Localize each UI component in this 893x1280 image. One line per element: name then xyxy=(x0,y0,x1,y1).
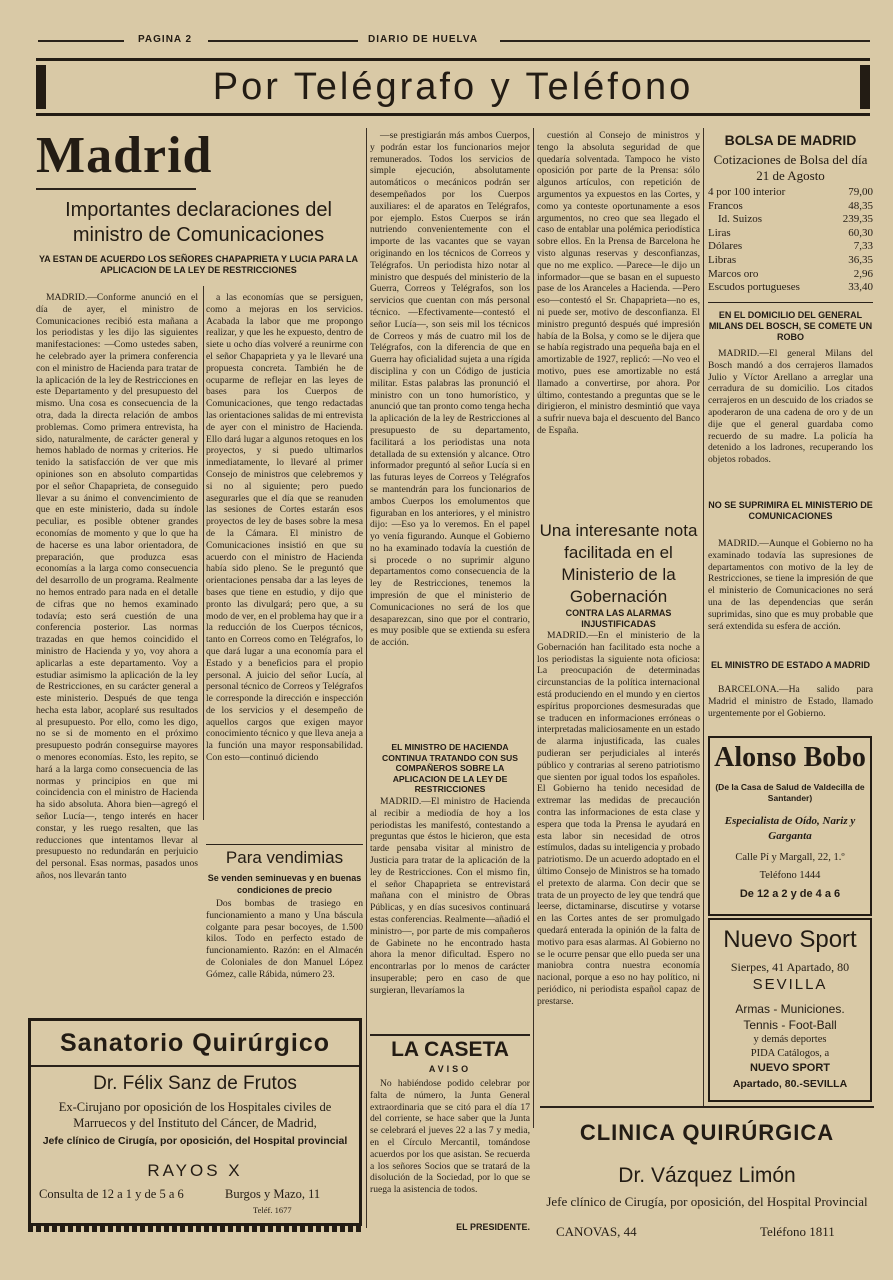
clinica-doctor: Dr. Vázquez Limón xyxy=(618,1164,796,1187)
sanatorio-line2: Jefe clínico de Cirugía, por oposición, del Hospital provincial xyxy=(42,1135,348,1147)
hacienda-text: MADRID.—El ministro de Hacienda al recibir a mediodía de hoy a los periodistas les manifestó, contestando a preguntas que éstos le hicieron, que esta tarde pensaba visitar al ministro de Justicia para tratar de la aplicación de la ley de Restricciones. Con el mismo fin, el señor Chapaprieta se entrevistará mañana con el ministro de Obras Públicas, y en días sucesivos continuará estas conferencias. Realmente—añadió el ministro—, por parte de mis compañeros de Gabinete no he encontrado hasta ahora la menor dificultad. Espero no encontrarlas por lo menos de carácter insuperable; pero en caso de que surgieran, llevaríamos la xyxy=(370,796,530,996)
alonso-line1: (De la Casa de Salud de Valdecilla de Santander) xyxy=(715,782,865,803)
nuevo-line1: Armas - Municiones. xyxy=(735,1002,845,1016)
bolsa-title: BOLSA DE MADRID xyxy=(724,132,857,148)
header-rule-mid xyxy=(208,40,358,42)
clinica-phone: Teléfono 1811 xyxy=(760,1224,835,1239)
banner-cap-left xyxy=(36,65,46,109)
vendimias-subtitle: Se venden seminuevas y en buenas condiciones de precio xyxy=(207,873,362,895)
caseta-subtitle: AVISO xyxy=(428,1064,472,1074)
suprimira-subhead: NO SE SUPRIMIRA EL MINISTERIO DE COMUNICACIONES xyxy=(708,500,873,521)
nuevo-line3: y demás deportes xyxy=(753,1034,827,1045)
nuevo-line2: Tennis - Foot-Ball xyxy=(743,1018,837,1032)
clinica-line1: Jefe clínico de Cirugía, por oposición, del Hospital Provincial xyxy=(546,1194,868,1209)
nuevo-sport-ad xyxy=(708,918,872,1102)
vendimias-text: Dos bombas de trasiego en funcionamiento a mano y Una báscula colgante para pesar bocoyes, de 1.500 kilos. Todo en perfecto estado de funcionamiento. Razón: en el Almacén de Coloniales de don Manuel López Gómez, calle Rábida, número 23. xyxy=(206,898,363,980)
bolsa-row: Marcos oro 2,96 xyxy=(708,267,873,280)
alonso-phone: Teléfono 1444 xyxy=(759,870,821,881)
bolsa-row: Id. Suizos 239,35 xyxy=(718,213,873,226)
madrid-col-4: cuestión al Consejo de ministros y tengo la absoluta seguridad de que quedaría solventada. Tampoco he visto oposición por parte de la Prensa: sólo algunos artículos, con repetición de argumentos ya expuestos en las Cortes, y como ya conteste oportunamente a esos argumentos, no creo que sea llegado el caso de entablar una polémica periodística sobre ellos. En la Prensa de Barcelona he visto algunas reservas y desconfianzas, que no me explico. —Parece—le dijo un informador—que se basan en el supuesto pase de los Aranceles a Hacienda. —Pero eso—contestó el Sr. Chapaprieta—no es, ni puede ser, motivo de desconfianza. El ministro preguntó después qué impresión había de la Bolsa, y como se le dijera que se había registrado una pequeña baja en el amortizable de 1927, replicó: —No veo el motivo, pues ese amortizable no está llamado a convertirse, por ahora. Por último, contestando a preguntas que se le dirigieron, el ministro desmintió que vaya a sufrir nueva baja el descuento del Banco de España. xyxy=(537,130,700,436)
suprimira-text: MADRID.—Aunque el Gobierno no ha examinado todavía las supresiones de departamentos con motivo de la ley de Restricciones, se tiene la impresión de que el ministerio de Comunicaciones no será una de las dependencias que serán suprimidas, sino que es muy probable que será extendida su esfera de acción. xyxy=(708,538,873,632)
sanatorio-rayos: RAYOS X xyxy=(147,1161,243,1180)
caseta-title: LA CASETA xyxy=(391,1038,509,1061)
milans-text: MADRID.—El general Milans del Bosch mandó a dos cerrajeros llamados Julio y Víctor Arellano a arreglar una cerradura de su domicilio. Los citados cerrajeros en un descuido de los criados se apoderaron de una cadena de oro y de un dije que el general guardaba como recuerdo de su madre. La policía ha detenido a los ladrones, recuperando los objetos robados. xyxy=(708,348,873,466)
sanatorio-ad xyxy=(28,1018,362,1226)
gobernacion-title: Una interesante nota facilitada en el Ministerio de la Gobernación xyxy=(539,521,698,606)
estado-subhead: EL MINISTRO DE ESTADO A MADRID xyxy=(710,660,870,670)
bolsa-subtitle: Cotizaciones de Bolsa del día 21 de Agosto xyxy=(713,152,868,183)
caseta-rule xyxy=(370,1034,530,1036)
sanatorio-address: Burgos y Mazo, 11 xyxy=(225,1187,321,1201)
madrid-col-3: —se prestigiarán más ambos Cuerpos, y podrán estar los funcionarios mejor remunerados. Todos los servicios de simple ejecución, absolutamente automáticos o mecánicos podrán ser desempeñados por los Cuerpos auxiliares: el de aparatos en Telégrafos, por ejemplo. Estos Cuerpos se irán nutriendo convenientemente con el importe de las vacantes que se vayan originando en los técnicos de Correos y Telégrafos. Un periodista hizo notar al ministro que después del ministerio de la Guerra, Correos y Telégrafos, son los servicios que cuentan con más personal técnico. —Efectivamente—contestó el señor Lucía—, son seis mil los técnicos de Correos y más de cuatro mil los de Telégrafos, con la diferencia de que en Guerra hay oficialidad sujeta a una rígida disciplina y con un Código de justicia militar. Estas palabras las pronunció el ministro con un tono humorístico, y anunció que tan pronto como tenga hecha la aplicación de la ley de Restricciones al presupuesto de su departamento, facilitará a los periodistas una nota detallada de su extensión y alcance. Otro informador preguntó al señor Lucía si en las futuras leyes de Correos y Telégrafos se mantendrán para los funcionarios de ambos Cuerpos los emolumentos que figuraban en los anteriores, y el ministro dijo: —Eso ya lo veremos. En el papel yo venía figurando. Aunque el Gobierno no ha examinado todavía la cuestión de si procede o no suprimir alguno departamentos como consecuencia de la ley de Restricciones, tenemos la impresión de que el ministerio de Comunicaciones no será de los que desaparezcan, sino que por el contrario, es muy posible que se extienda su esfera de acción. xyxy=(370,130,530,649)
bolsa-row: 4 por 100 interior 79,00 xyxy=(708,186,873,198)
clinica-title: CLINICA QUIRÚRGICA xyxy=(579,1120,835,1145)
nuevo-line4: PIDA Catálogos, a xyxy=(750,1048,830,1059)
nuevo-address: Sierpes, 41 Apartado, 80 xyxy=(730,960,850,974)
milans-subhead: EN EL DOMICILIO DEL GENERAL MILANS DEL BOSCH, SE COMETE UN ROBO xyxy=(708,310,873,342)
nuevo-line5: NUEVO SPORT xyxy=(749,1062,831,1074)
bolsa-row: Dólares 7,33 xyxy=(708,240,873,253)
newspaper-name: DIARIO DE HUELVA xyxy=(368,34,479,45)
madrid-title-rule xyxy=(36,188,196,190)
main-subhead: YA ESTAN DE ACUERDO LOS SEÑORES CHAPAPRIETA Y LUCIA PARA LA APLICACION DE LA LEY DE RESTRICCIONES xyxy=(38,254,359,275)
gobernacion-text: MADRID.—En el ministerio de la Gobernación han facilitado esta noche a los periodistas la siguiente nota oficiosa: La preocupación de determinadas circunstancias de la política internacional está produciendo en el mundo y en ciertos espíritus proporciones desmesuradas que se traducen en informaciones erróneas o interpretadas maliciosamente en un estado de alarma injustificada, las cuales pudieran ser perjudiciales al interés público y contrarias al sereno patriotismo que sienten por igual todos los españoles. El Gobierno ha tenido necesidad de extremar las medidas de precaución contra las informaciones de esta clase y espera que toda la Prensa le ayudará en esta labor sin necesidad de otros estímulos, dadas su inteligencia y probado patriotismo. De un acuerdo adoptado en el último Consejo de Ministros se ha tomado el pretexto de alarma. Con decir que se trata de un proyecto de ley que tendrá que leerse, dictaminarse, discutirse y votarse en las Cortes antes de ser promulgado quedará enterada la opinión de la falta de motivo para esas alarmas. Al Gobierno no se le ocurre pensar que ello pueda ser una maniobra contra nuestra economía nacional, porque a eso no hay político, ni periódico, ni periodista español capaz de prestarse. xyxy=(537,630,700,1007)
page-number: PAGINA 2 xyxy=(138,34,193,45)
sanatorio-doctor: Dr. Félix Sanz de Frutos xyxy=(93,1073,297,1094)
banner-cap-right xyxy=(860,65,870,109)
madrid-title: Madrid xyxy=(36,127,213,184)
sanatorio-rule xyxy=(31,1065,359,1067)
alonso-line2: Especialista de Oído, Nariz y Garganta xyxy=(724,815,856,842)
column-rule-4 xyxy=(703,128,704,1108)
section-banner xyxy=(36,58,870,116)
vendimias-title: Para vendimias xyxy=(225,848,344,867)
alonso-address: Calle Pí y Margall, 22, 1.º xyxy=(735,852,845,863)
vendimias-rule xyxy=(206,844,363,845)
bolsa-row: Escudos portugueses 33,40 xyxy=(708,281,873,294)
decorative-border xyxy=(28,1224,362,1232)
sanatorio-title: Sanatorio Quirúrgico xyxy=(59,1029,331,1057)
estado-text: BARCELONA.—Ha salido para Madrid el ministro de Estado, llamado urgentemente por el Gobierno. xyxy=(708,684,873,719)
alonso-hours: De 12 a 2 y de 4 a 6 xyxy=(739,888,841,900)
bolsa-rule xyxy=(708,302,873,303)
caseta-text: No habiéndose podido celebrar por falta de número, la Junta General extraordinaria que se citó para el día 17 del corriente, se hace saber que la Junta se celebrará el jueves 22 a las 7 y media, en el Círculo Mercantil, tomándose acuerdos por los que asistan. Se recuerda a los señores Socios que se tratará de la disolución de la Sociedad, por lo que se ruega la asistencia de todos. xyxy=(370,1078,530,1196)
bolsa-row: Liras 60,30 xyxy=(708,226,873,239)
column-rule-2 xyxy=(366,128,367,1228)
header-rule-right xyxy=(500,40,870,42)
nuevo-name: Nuevo Sport xyxy=(723,926,857,953)
column-rule-3 xyxy=(533,128,534,1128)
gobernacion-subhead: CONTRA LAS ALARMAS INJUSTIFICADAS xyxy=(565,608,672,629)
nuevo-city: SEVILLA xyxy=(752,976,828,993)
alonso-name: Alonso Bobo xyxy=(714,742,866,773)
sanatorio-consulta: Consulta de 12 a 1 y de 5 a 6 xyxy=(39,1187,184,1201)
bolsa-table xyxy=(708,186,873,295)
banner-title: Por Telégrafo y Teléfono xyxy=(212,66,694,108)
bolsa-row: Libras 36,35 xyxy=(708,253,873,266)
bolsa-row: Francos 48,35 xyxy=(708,199,873,212)
column-rule-1 xyxy=(203,286,204,820)
sanatorio-line1: Ex-Cirujano por oposición de los Hospitales civiles de Marruecos y del Instituto del Cáncer, de Madrid, xyxy=(58,1100,332,1130)
alonso-ad xyxy=(708,736,872,916)
nuevo-line6: Apartado, 80.-SEVILLA xyxy=(732,1078,848,1090)
main-headline: Importantes declaraciones del ministro de Comunicaciones xyxy=(65,199,332,246)
hacienda-subhead: EL MINISTRO DE HACIENDA CONTINUA TRATANDO CON SUS COMPAÑEROS SOBRE LA APLICACION DE LA LEY DE RESTRICCIONES xyxy=(382,742,518,795)
header-rule-left xyxy=(38,40,124,42)
clinica-address: CANOVAS, 44 xyxy=(556,1224,637,1239)
madrid-col-2: a las economías que se persiguen, como a mejoras en los servicios. Acabada la labor que me propongo realizar, y que les he expuesto, dentro de siete u ocho días volveré a reunirme con el señor Chapaprieta y ya le llevaré una propuesta concreta. También he de ocuparme de reflejar en las leyes de bases para los Cuerpos de Comunicaciones, que tengo redactadas las orientaciones salidas de mi entrevista de ayer con el ministro de Hacienda. Ello dará lugar a algunos retoques en los proyectos, y si puedo ultimarlos inmediatamente, lo llevaré al primer Consejo de ministros que celebremos y si no al siguiente; pero puedo asegurarles que el día que se reanuden las sesiones de Cortes estarán esos proyectos de ley de bases sobre la mesa de la Cámara. El ministro de Comunicaciones insistió en que su acuerdo con el ministro de Hacienda había sido pleno. Se le preguntó que orientaciones pensaba dar a las leyes de bases que tiene en estudio, y dijo que pronto las divulgará; pero que, a su modo de ver, en el problema hay que ir a la reducción de los Cuerpos técnicos, tanto en Correos como en Telégrafos, lo que dará lugar a una economía para el Estado y a beneficios para el propio personal. A juicio del señor Lucía, al personal técnico de Correos y Telégrafos le corresponde la dirección e inspección de los servicios y el desempeño de aquellos cargos que exigen mayor conocimiento técnico y que lleva aneja a la función una mayor responsabilidad. Con esto—continuó diciendo xyxy=(206,292,363,764)
clinica-top-rule xyxy=(540,1106,874,1108)
madrid-col-1: MADRID.—Conforme anunció en el día de ayer, el ministro de Comunicaciones recibió esta mañana a los periodistas y les dijo las siguientes manifestaciones: —Como ustedes saben, he celebrado ayer la primera conferencia con el ministro de Hacienda para tratar de la aplicación de la ley de Restricciones en este Departamento y del presupuesto del mismo. Una cosa es consecuencia de la otra, dada la directa relación de ambos problemas. Como primera entrevista, ha sido, naturalmente, de carácter general y hemos hablado de normas y criterios. He tenido la satisfacción de ver que mis opiniones son en absoluto compartidas por el señor Chapaprieta, de conseguido llevar a su ánimo el convencimiento de que en este ministerio, dada su índole peculiar, es posible obtener grandes economías de momento y que lo que ha de hacerse es una labor orientadora, de preparación, que produzca esas economías a la larga como consecuencia del desarrollo de un programa. Realmente no hemos entrado para nada en el detalle de cifras que no hemos examinado todavía; esto será cuestión de una conferencia posterior. Las normas trazadas en que hemos coincidido el ministro de Hacienda y yo, voy ahora a aplicarlas a este departamento. Voy a estudiar asimismo la aplicación de la ley de Restricciones, en su carácter general a este ministerio. Después de que tenga hecha esta labor, acoplaré sus resultados al presupuesto. Por ello, como les digo, no se si de momento en el próximo presupuesto podrán conseguirse mayores o menores economías. Esto, les repito, se hará a la larga como consecuencia de las normas y principios en que mi coincidencia con el ministro de Hacienda ha sido absoluta. Ahora bien—agregó el señor Lucía—, tengo interés en hacer constar, y les ruego resalten, que las reducciones que intentamos llevar al presupuesto no redundarán en perjuicio del personal. Esas normas, pasados unos años, nos llevarán tanto xyxy=(36,292,198,882)
sanatorio-phone: Teléf. 1677 xyxy=(253,1205,292,1215)
caseta-signature: EL PRESIDENTE. xyxy=(456,1222,530,1232)
